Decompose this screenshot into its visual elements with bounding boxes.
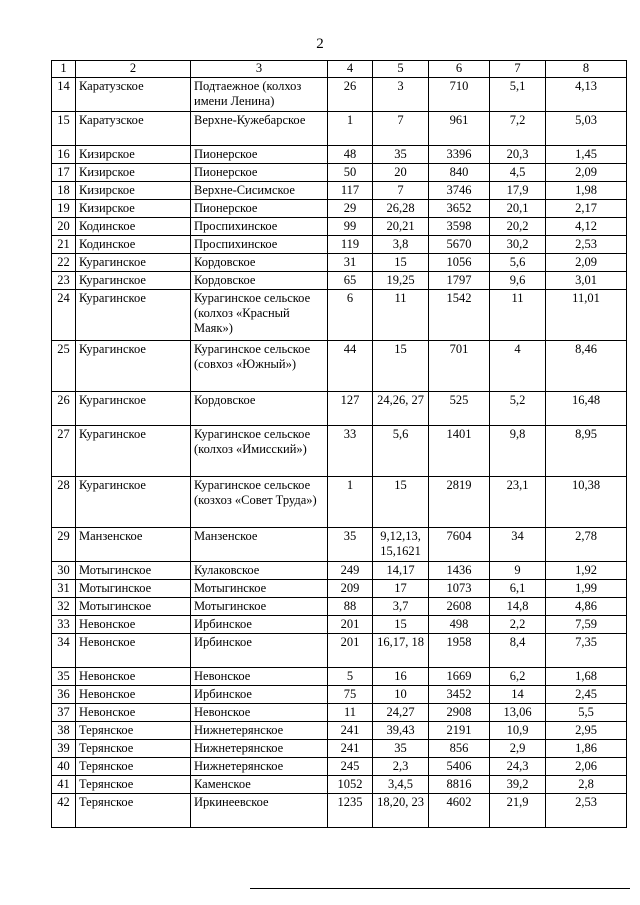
col6-cell: 5406 [429, 758, 490, 776]
row-number-cell: 29 [52, 528, 76, 562]
col7-cell: 23,1 [490, 477, 546, 528]
col8-cell: 2,09 [546, 164, 627, 182]
row-number-cell: 18 [52, 182, 76, 200]
row-number-cell: 42 [52, 794, 76, 828]
row-number-cell: 16 [52, 146, 76, 164]
col6-cell: 1073 [429, 580, 490, 598]
col8-cell: 2,95 [546, 722, 627, 740]
col4-cell: 117 [328, 182, 373, 200]
col6-cell: 3452 [429, 686, 490, 704]
settlement-cell: Нижнетерянское [191, 722, 328, 740]
table-row [52, 341, 627, 392]
col7-cell: 30,2 [490, 236, 546, 254]
district-cell: Курагинское [76, 426, 191, 477]
row-number-cell: 32 [52, 598, 76, 616]
table-row [52, 758, 627, 776]
district-cell: Курагинское [76, 290, 191, 341]
col4-cell: 26 [328, 78, 373, 112]
col6-cell: 525 [429, 392, 490, 426]
district-cell: Невонское [76, 704, 191, 722]
row-number-cell: 20 [52, 218, 76, 236]
col6-cell: 2819 [429, 477, 490, 528]
row-number-cell: 41 [52, 776, 76, 794]
settlement-cell: Каменское [191, 776, 328, 794]
col6-cell: 840 [429, 164, 490, 182]
data-table [51, 60, 627, 828]
column-header: 2 [76, 61, 191, 78]
row-number-cell: 35 [52, 668, 76, 686]
col6-cell: 1958 [429, 634, 490, 668]
district-cell: Невонское [76, 668, 191, 686]
col6-cell: 2191 [429, 722, 490, 740]
district-cell: Кизирское [76, 200, 191, 218]
col7-cell: 24,3 [490, 758, 546, 776]
col6-cell: 3396 [429, 146, 490, 164]
settlement-cell: Курагинское сельское (колхоз «Красный Маяк») [191, 290, 328, 341]
table-row [52, 477, 627, 528]
col5-cell: 20,21 [373, 218, 429, 236]
col7-cell: 2,9 [490, 740, 546, 758]
col6-cell: 1056 [429, 254, 490, 272]
row-number-cell: 21 [52, 236, 76, 254]
col7-cell: 9 [490, 562, 546, 580]
col7-cell: 14 [490, 686, 546, 704]
settlement-cell: Ирбинское [191, 686, 328, 704]
col8-cell: 4,13 [546, 78, 627, 112]
row-number-cell: 14 [52, 78, 76, 112]
district-cell: Терянское [76, 740, 191, 758]
table-row [52, 218, 627, 236]
col8-cell: 1,86 [546, 740, 627, 758]
table-row [52, 668, 627, 686]
col4-cell: 65 [328, 272, 373, 290]
col8-cell: 2,06 [546, 758, 627, 776]
col5-cell: 11 [373, 290, 429, 341]
col5-cell: 24,27 [373, 704, 429, 722]
col6-cell: 1401 [429, 426, 490, 477]
settlement-cell: Ирбинское [191, 634, 328, 668]
settlement-cell: Кордовское [191, 392, 328, 426]
col7-cell: 8,4 [490, 634, 546, 668]
col4-cell: 249 [328, 562, 373, 580]
col6-cell: 8816 [429, 776, 490, 794]
row-number-cell: 24 [52, 290, 76, 341]
col7-cell: 5,2 [490, 392, 546, 426]
col6-cell: 498 [429, 616, 490, 634]
col4-cell: 35 [328, 528, 373, 562]
col8-cell: 4,12 [546, 218, 627, 236]
district-cell: Кизирское [76, 164, 191, 182]
district-cell: Терянское [76, 758, 191, 776]
table-row [52, 164, 627, 182]
row-number-cell: 30 [52, 562, 76, 580]
district-cell: Манзенское [76, 528, 191, 562]
col5-cell: 35 [373, 146, 429, 164]
page-number: 2 [316, 36, 324, 52]
column-header: 5 [373, 61, 429, 78]
col6-cell: 3746 [429, 182, 490, 200]
table-row [52, 580, 627, 598]
col4-cell: 88 [328, 598, 373, 616]
col8-cell: 1,68 [546, 668, 627, 686]
settlement-cell: Кордовское [191, 272, 328, 290]
col5-cell: 35 [373, 740, 429, 758]
col7-cell: 14,8 [490, 598, 546, 616]
row-number-cell: 17 [52, 164, 76, 182]
col7-cell: 5,1 [490, 78, 546, 112]
col8-cell: 2,09 [546, 254, 627, 272]
col5-cell: 7 [373, 112, 429, 146]
col6-cell: 2908 [429, 704, 490, 722]
row-number-cell: 40 [52, 758, 76, 776]
col4-cell: 48 [328, 146, 373, 164]
row-number-cell: 27 [52, 426, 76, 477]
district-cell: Мотыгинское [76, 598, 191, 616]
col4-cell: 11 [328, 704, 373, 722]
row-number-cell: 22 [52, 254, 76, 272]
table-row [52, 200, 627, 218]
col7-cell: 7,2 [490, 112, 546, 146]
district-cell: Кизирское [76, 182, 191, 200]
col4-cell: 29 [328, 200, 373, 218]
col8-cell: 7,59 [546, 616, 627, 634]
settlement-cell: Пионерское [191, 164, 328, 182]
row-number-cell: 33 [52, 616, 76, 634]
district-cell: Курагинское [76, 254, 191, 272]
table-row [52, 722, 627, 740]
col8-cell: 8,95 [546, 426, 627, 477]
table-row [52, 78, 627, 112]
col5-cell: 26,28 [373, 200, 429, 218]
col5-cell: 16 [373, 668, 429, 686]
col5-cell: 7 [373, 182, 429, 200]
col4-cell: 241 [328, 740, 373, 758]
column-header: 7 [490, 61, 546, 78]
col8-cell: 1,92 [546, 562, 627, 580]
col5-cell: 3,4,5 [373, 776, 429, 794]
col6-cell: 961 [429, 112, 490, 146]
col6-cell: 710 [429, 78, 490, 112]
col4-cell: 5 [328, 668, 373, 686]
col7-cell: 9,6 [490, 272, 546, 290]
col8-cell: 1,99 [546, 580, 627, 598]
district-cell: Мотыгинское [76, 580, 191, 598]
settlement-cell: Кулаковское [191, 562, 328, 580]
settlement-cell: Мотыгинское [191, 598, 328, 616]
col8-cell: 2,53 [546, 794, 627, 828]
settlement-cell: Мотыгинское [191, 580, 328, 598]
col8-cell: 1,45 [546, 146, 627, 164]
settlement-cell: Пионерское [191, 146, 328, 164]
col8-cell: 3,01 [546, 272, 627, 290]
table-row [52, 146, 627, 164]
col8-cell: 10,38 [546, 477, 627, 528]
col7-cell: 13,06 [490, 704, 546, 722]
col8-cell: 2,53 [546, 236, 627, 254]
settlement-cell: Курагинское сельское (козхоз «Совет Труда») [191, 477, 328, 528]
settlement-cell: Невонское [191, 668, 328, 686]
settlement-cell: Курагинское сельское (колхоз «Имисский») [191, 426, 328, 477]
col4-cell: 33 [328, 426, 373, 477]
district-cell: Невонское [76, 616, 191, 634]
column-header: 8 [546, 61, 627, 78]
col7-cell: 20,3 [490, 146, 546, 164]
col7-cell: 20,1 [490, 200, 546, 218]
district-cell: Кизирское [76, 146, 191, 164]
district-cell: Терянское [76, 794, 191, 828]
col6-cell: 1797 [429, 272, 490, 290]
col4-cell: 1052 [328, 776, 373, 794]
col5-cell: 2,3 [373, 758, 429, 776]
col5-cell: 24,26, 27 [373, 392, 429, 426]
row-number-cell: 36 [52, 686, 76, 704]
row-number-cell: 23 [52, 272, 76, 290]
col4-cell: 50 [328, 164, 373, 182]
district-cell: Терянское [76, 776, 191, 794]
settlement-cell: Иркинеевское [191, 794, 328, 828]
col7-cell: 39,2 [490, 776, 546, 794]
col5-cell: 14,17 [373, 562, 429, 580]
table-row [52, 616, 627, 634]
district-cell: Терянское [76, 722, 191, 740]
district-cell: Курагинское [76, 392, 191, 426]
col4-cell: 209 [328, 580, 373, 598]
col7-cell: 17,9 [490, 182, 546, 200]
row-number-cell: 15 [52, 112, 76, 146]
col8-cell: 7,35 [546, 634, 627, 668]
column-header: 1 [52, 61, 76, 78]
col6-cell: 3598 [429, 218, 490, 236]
col8-cell: 5,03 [546, 112, 627, 146]
col6-cell: 1436 [429, 562, 490, 580]
col4-cell: 201 [328, 634, 373, 668]
col8-cell: 16,48 [546, 392, 627, 426]
col4-cell: 99 [328, 218, 373, 236]
district-cell: Каратузское [76, 112, 191, 146]
col4-cell: 44 [328, 341, 373, 392]
col5-cell: 15 [373, 254, 429, 272]
row-number-cell: 26 [52, 392, 76, 426]
table-row [52, 776, 627, 794]
col5-cell: 19,25 [373, 272, 429, 290]
col4-cell: 31 [328, 254, 373, 272]
settlement-cell: Верхне-Сисимское [191, 182, 328, 200]
table-row [52, 598, 627, 616]
settlement-cell: Невонское [191, 704, 328, 722]
col5-cell: 16,17, 18 [373, 634, 429, 668]
settlement-cell: Кордовское [191, 254, 328, 272]
district-cell: Мотыгинское [76, 562, 191, 580]
settlement-cell: Нижнетерянское [191, 758, 328, 776]
row-number-cell: 39 [52, 740, 76, 758]
col6-cell: 4602 [429, 794, 490, 828]
col7-cell: 20,2 [490, 218, 546, 236]
col4-cell: 1 [328, 477, 373, 528]
column-header: 3 [191, 61, 328, 78]
col6-cell: 2608 [429, 598, 490, 616]
row-number-cell: 25 [52, 341, 76, 392]
header-row [52, 61, 627, 78]
col5-cell: 15 [373, 616, 429, 634]
row-number-cell: 34 [52, 634, 76, 668]
district-cell: Каратузское [76, 78, 191, 112]
column-header: 4 [328, 61, 373, 78]
col5-cell: 3,8 [373, 236, 429, 254]
col6-cell: 701 [429, 341, 490, 392]
col4-cell: 1 [328, 112, 373, 146]
col4-cell: 245 [328, 758, 373, 776]
district-cell: Невонское [76, 686, 191, 704]
col6-cell: 5670 [429, 236, 490, 254]
row-number-cell: 38 [52, 722, 76, 740]
col6-cell: 7604 [429, 528, 490, 562]
column-header: 6 [429, 61, 490, 78]
table-row [52, 794, 627, 828]
table-row [52, 426, 627, 477]
col4-cell: 241 [328, 722, 373, 740]
col8-cell: 8,46 [546, 341, 627, 392]
col8-cell: 2,78 [546, 528, 627, 562]
col7-cell: 11 [490, 290, 546, 341]
col7-cell: 6,2 [490, 668, 546, 686]
table-row [52, 562, 627, 580]
settlement-cell: Нижнетерянское [191, 740, 328, 758]
col7-cell: 4,5 [490, 164, 546, 182]
col6-cell: 856 [429, 740, 490, 758]
row-number-cell: 31 [52, 580, 76, 598]
district-cell: Кодинское [76, 236, 191, 254]
table-row [52, 272, 627, 290]
col7-cell: 10,9 [490, 722, 546, 740]
row-number-cell: 19 [52, 200, 76, 218]
table-row [52, 634, 627, 668]
col8-cell: 2,8 [546, 776, 627, 794]
table-row [52, 740, 627, 758]
col7-cell: 34 [490, 528, 546, 562]
settlement-cell: Ирбинское [191, 616, 328, 634]
district-cell: Курагинское [76, 341, 191, 392]
row-number-cell: 28 [52, 477, 76, 528]
footer-rule [250, 888, 630, 889]
col7-cell: 9,8 [490, 426, 546, 477]
col5-cell: 17 [373, 580, 429, 598]
table-row [52, 236, 627, 254]
table-row [52, 392, 627, 426]
col5-cell: 15 [373, 477, 429, 528]
col4-cell: 6 [328, 290, 373, 341]
table-row [52, 112, 627, 146]
col5-cell: 39,43 [373, 722, 429, 740]
table-row [52, 254, 627, 272]
col5-cell: 5,6 [373, 426, 429, 477]
col7-cell: 4 [490, 341, 546, 392]
table-row [52, 686, 627, 704]
col8-cell: 5,5 [546, 704, 627, 722]
settlement-cell: Курагинское сельское (совхоз «Южный») [191, 341, 328, 392]
district-cell: Невонское [76, 634, 191, 668]
col6-cell: 3652 [429, 200, 490, 218]
col5-cell: 10 [373, 686, 429, 704]
district-cell: Кодинское [76, 218, 191, 236]
table-row [52, 704, 627, 722]
table-row [52, 182, 627, 200]
col7-cell: 6,1 [490, 580, 546, 598]
settlement-cell: Верхне-Кужебарское [191, 112, 328, 146]
col8-cell: 2,17 [546, 200, 627, 218]
col7-cell: 5,6 [490, 254, 546, 272]
col5-cell: 9,12,13, 15,1621 [373, 528, 429, 562]
settlement-cell: Манзенское [191, 528, 328, 562]
col5-cell: 20 [373, 164, 429, 182]
col5-cell: 3,7 [373, 598, 429, 616]
col8-cell: 1,98 [546, 182, 627, 200]
col5-cell: 3 [373, 78, 429, 112]
col4-cell: 1235 [328, 794, 373, 828]
district-cell: Курагинское [76, 272, 191, 290]
col4-cell: 119 [328, 236, 373, 254]
col4-cell: 127 [328, 392, 373, 426]
table-row [52, 290, 627, 341]
col8-cell: 2,45 [546, 686, 627, 704]
col8-cell: 11,01 [546, 290, 627, 341]
district-cell: Курагинское [76, 477, 191, 528]
settlement-cell: Подтаежное (колхоз имени Ленина) [191, 78, 328, 112]
col7-cell: 21,9 [490, 794, 546, 828]
col5-cell: 18,20, 23 [373, 794, 429, 828]
col5-cell: 15 [373, 341, 429, 392]
table-row [52, 528, 627, 562]
col4-cell: 75 [328, 686, 373, 704]
table-body [52, 78, 627, 828]
settlement-cell: Проспихинское [191, 236, 328, 254]
col4-cell: 201 [328, 616, 373, 634]
col8-cell: 4,86 [546, 598, 627, 616]
col7-cell: 2,2 [490, 616, 546, 634]
settlement-cell: Проспихинское [191, 218, 328, 236]
settlement-cell: Пионерское [191, 200, 328, 218]
col6-cell: 1669 [429, 668, 490, 686]
row-number-cell: 37 [52, 704, 76, 722]
col6-cell: 1542 [429, 290, 490, 341]
